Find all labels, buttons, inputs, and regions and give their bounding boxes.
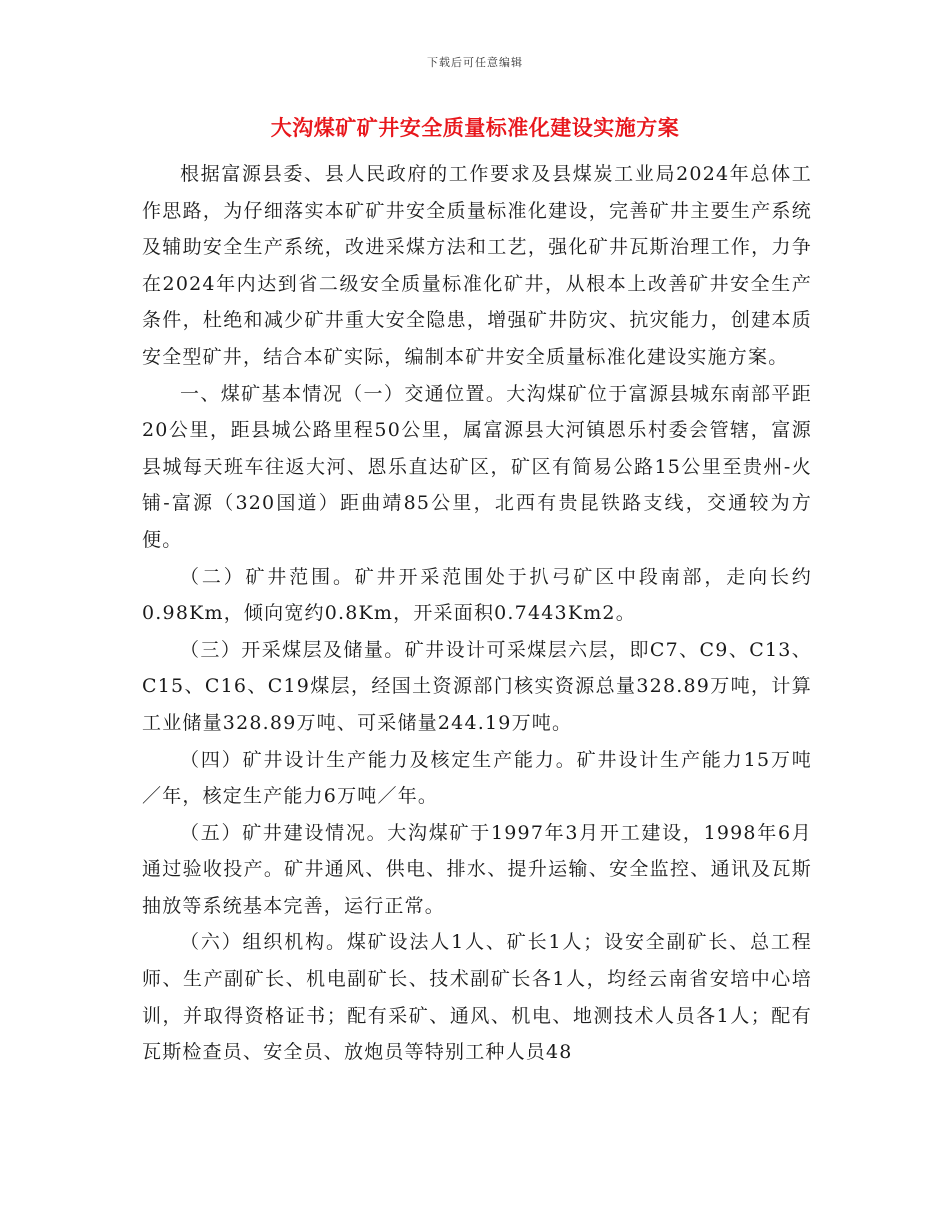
paragraph-construction-status: （五）矿井建设情况。大沟煤矿于1997年3月开工建设，1998年6月通过验收投产。矿井通风、供电、排水、提升运输、安全监控、通讯及瓦斯抽放等系统基本完善，运行正常。 bbox=[142, 821, 812, 917]
paragraph-section-1-traffic: 一、煤矿基本情况（一）交通位置。大沟煤矿位于富源县城东南部平距20公里，距县城公路里程50公里，属富源县大河镇恩乐村委会管辖，富源县城每天班车往返大河、恩乐直达矿区，矿区有简易公路15公里至贵州-火铺-富源（320国道）距曲靖85公里，北西有贵昆铁路支线，交通较为方便。 bbox=[142, 382, 812, 551]
paragraph-mine-range: （二）矿井范围。矿井开采范围处于扒弓矿区中段南部，走向长约0.98Km，倾向宽约0.8Km，开采面积0.7443Km2。 bbox=[142, 565, 812, 625]
paragraph-production-capacity: （四）矿井设计生产能力及核定生产能力。矿井设计生产能力15万吨／年，核定生产能力6万吨／年。 bbox=[142, 748, 812, 808]
paragraph-intro: 根据富源县委、县人民政府的工作要求及县煤炭工业局2024年总体工作思路，为仔细落实本矿矿井安全质量标准化建设，完善矿井主要生产系统及辅助安全生产系统，改进采煤方法和工艺，强化矿井瓦斯治理工作，力争在2024年内达到省二级安全质量标准化矿井，从根本上改善矿井安全生产条件，杜绝和减少矿井重大安全隐患，增强矿井防灾、抗灾能力，创建本质安全型矿井，结合本矿实际，编制本矿井安全质量标准化建设实施方案。 bbox=[142, 163, 812, 368]
page-header-note: 下载后可任意编辑 bbox=[427, 56, 523, 69]
document-title: 大沟煤矿矿井安全质量标准化建设实施方案 bbox=[270, 115, 680, 140]
paragraph-organization: （六）组织机构。煤矿设法人1人、矿长1人；设安全副矿长、总工程师、生产副矿长、机电副矿长、技术副矿长各1人，均经云南省安培中心培训，并取得资格证书；配有采矿、通风、机电、地测技术人员各1人；配有瓦斯检查员、安全员、放炮员等特别工种人员48 bbox=[142, 931, 812, 1064]
paragraph-coal-seams-reserves: （三）开采煤层及储量。矿井设计可采煤层六层，即C7、C9、C13、C15、C16、C19煤层，经国土资源部门核实资源总量328.89万吨，计算工业储量328.89万吨、可采储量244.19万吨。 bbox=[142, 638, 812, 734]
document-body bbox=[142, 156, 812, 1071]
